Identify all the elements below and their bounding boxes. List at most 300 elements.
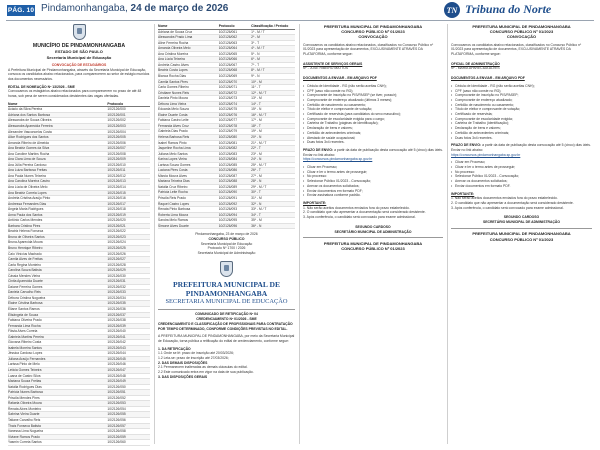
table-cell-name: Larissa Pinto de Melo	[8, 362, 107, 368]
table-cell-protocol: 10/2126/025	[107, 246, 150, 252]
col3-docs-list	[303, 84, 443, 145]
col4-header-concurso: CONCURSO PÚBLICO Nº 01/2023	[489, 29, 554, 35]
list-item: • No processo:	[303, 174, 443, 179]
table-cell-name: Letícia Gomes Teixeira	[8, 368, 107, 374]
table-cell-protocol: 10/2126/036	[107, 307, 150, 313]
table-cell-protocol: 10/2126/074	[219, 101, 251, 107]
col3-sign-name: SEGUNDO CARDOSO	[355, 224, 391, 229]
table-cell-protocol: 10/2126/041	[107, 334, 150, 340]
table-cell-protocol: 10/2126/093	[219, 207, 251, 213]
column-1	[8, 24, 150, 450]
col1-section-text: Convocamos os estagiários abaixo relacionados para comparecerem no prazo de até 48 horas, sob pena de serem considerados desistentes das vagas ofertadas.	[8, 89, 142, 99]
table-cell-protocol: 10/2126/057	[107, 423, 150, 429]
col3-prazo-label: PRAZO DE ENVIO:	[303, 147, 334, 152]
table-cell-protocol: 10/2126/064	[219, 46, 251, 52]
table-cell-name: Fernanda Lima Rocha	[8, 323, 107, 329]
table-cell-protocol: 10/2126/078	[219, 123, 251, 129]
table-cell-protocol: 10/2126/040	[107, 329, 150, 335]
table-cell-protocol: 10/2126/003	[107, 123, 150, 129]
col4-sign-name: SEGUNDO CARDOSO	[503, 215, 540, 220]
table-cell-protocol: 10/2126/006	[107, 140, 150, 146]
table-cell-name: Priscila Reis Prado	[158, 196, 219, 202]
col2-item-1: 1. DA RETIFICAÇÃO	[158, 346, 191, 351]
table-cell-name: Thaís Fonseca Batista	[8, 423, 107, 429]
table-cell-name: Aline Ferreira Rocha	[158, 40, 219, 46]
table-cell-protocol: 10/2126/088	[219, 179, 251, 185]
table-cell-name: Simone Alves Duarte	[158, 223, 219, 229]
table-cell-name: Juliana Araújo Fernandes	[8, 356, 107, 362]
table-row	[8, 440, 150, 446]
table-cell-class: 20º - N	[251, 134, 295, 140]
col4-steps-list	[451, 160, 592, 188]
table-cell-name: Carla Gomes Ribeiro	[158, 85, 219, 91]
list-item: • Atestado de saúde ocupacional;	[303, 136, 443, 141]
table-cell-class: 28º - N	[251, 179, 295, 185]
table-cell-protocol: 10/2126/094	[219, 212, 251, 218]
table-cell-protocol: 10/2126/042	[107, 340, 150, 346]
table-cell-name: Andréia Castro Alves	[158, 62, 219, 68]
list-item: 2. O candidato que não apresentar a documentação será considerado desistente.	[451, 201, 574, 205]
table-cell-protocol: 10/2126/007	[107, 146, 150, 152]
table-cell-name: Elaine Cristina Barbosa	[8, 301, 107, 307]
col4-link[interactable]: https://concursos.pindamonhangaba.sp.gov.br	[451, 152, 521, 157]
table-cell-protocol: 10/2126/047	[107, 368, 150, 374]
list-item: • Clicar e ler o termo antes de prosseguir;	[451, 165, 592, 170]
table-cell-name: Juliana Melo Santos	[158, 151, 219, 157]
table-cell-name: Ana Beatriz Gomes da Silva	[8, 146, 107, 152]
table-cell-protocol: 10/2126/027	[107, 257, 150, 263]
table-cell-name: Bruno Henrique Ribeiro	[8, 246, 107, 252]
column-divider	[154, 24, 155, 444]
list-item: • Carteira de Trabalho (páginas de identificação);	[303, 121, 443, 126]
list-item: 3. Após conferência, o candidato será convocado para exame admissional.	[451, 205, 564, 210]
table-cell-name: Eduarda Melo Souza	[158, 107, 219, 113]
table-cell-class: 35º - M	[251, 218, 295, 224]
col3-link[interactable]: https://concursos.pindamonhangaba.sp.gov.br	[303, 157, 373, 162]
col3-role-label: ASSISTENTE DE SERVIÇOS GERAIS	[303, 61, 363, 66]
table-cell-protocol: 10/2126/062	[219, 35, 251, 41]
table-cell-protocol: 10/2126/023	[107, 234, 150, 240]
list-item: • Comprovante de endereço atualizado;	[451, 98, 592, 103]
col1-header-municipio: MUNICÍPIO DE PINDAMONHANGABA	[32, 43, 126, 49]
table-cell-protocol: 10/2126/051	[107, 390, 150, 396]
table-cell-name: Débora Lima Vieira	[158, 101, 219, 107]
table-cell-name: Fabiana Oliveira Prado	[8, 318, 107, 324]
table-cell-name: Ana Carolina Moreira Castro	[8, 179, 107, 185]
col1-convocation-title: CONVOCAÇÃO DE ESTAGIÁRIOS	[51, 62, 107, 67]
table-cell-name: Flávia Alves Correia	[8, 329, 107, 335]
col1-intro: A Prefeitura Municipal de Pindamonhangaba, através da Secretaria Municipal de Educação, convoca os candidatos abaixo relacionados, para comparecerem ao setor de estágio munidos dos documentos necessários.	[8, 67, 150, 81]
table-cell-class: 32º - N	[251, 201, 295, 207]
table-cell-protocol: 10/2126/050	[107, 384, 150, 390]
col4-role-label: OFICIAL DE ADMINISTRAÇÃO	[451, 61, 500, 66]
table-cell-protocol: 10/2126/052	[107, 395, 150, 401]
table-cell-class: 19º - M	[251, 129, 295, 135]
col4-header-convocacao: CONVOCAÇÃO	[506, 34, 537, 40]
table-cell-protocol: 10/2126/069	[219, 73, 251, 79]
list-item: • No processo:	[451, 170, 592, 175]
column-divider	[299, 24, 300, 444]
column-divider	[447, 24, 448, 444]
table-cell-name: Carolina Souza Batista	[8, 268, 107, 274]
col2-big-subtitle: SECRETARIA MUNICIPAL DE EDUCAÇÃO	[165, 297, 288, 305]
table-cell-protocol: 10/2126/016	[107, 196, 150, 202]
table-cell-protocol: 10/2126/084	[219, 157, 251, 163]
table-cell-name: Caio Vinícius Machado	[8, 251, 107, 257]
table-cell-name: Mariana Teixeira Dias	[158, 179, 219, 185]
table-cell-protocol: 10/2126/015	[107, 190, 150, 196]
col1-table	[8, 102, 150, 446]
col3-footer-sub: CONCURSO PÚBLICO Nº 01/2023	[341, 246, 405, 252]
table-cell-class: 24º - N	[251, 157, 295, 163]
table-cell-name: Helena Barbosa Reis	[158, 134, 219, 140]
table-cell-name: Camila Alves de Freitas	[8, 257, 107, 263]
table-cell-protocol: 10/2126/070	[219, 79, 251, 85]
table-cell-name: Ana Clara Lima de Souza	[8, 157, 107, 163]
table-cell-protocol: 10/2126/082	[219, 146, 251, 152]
list-item: • CPF (caso não conste no RG);	[303, 89, 443, 94]
table-cell-name: Andréia Cristina Araújo Pinto	[8, 196, 107, 202]
col2-table-head-doc: Protocolo	[219, 24, 251, 29]
table-cell-protocol: 10/2126/031	[107, 279, 150, 285]
col4-footer-header: PREFEITURA MUNICIPAL DE PINDAMONHANGABA	[472, 231, 571, 237]
list-item: • Comprovante de endereço atualizado (últimos 3 meses);	[303, 98, 443, 103]
table-cell-name: Alexandre Vasconcelos Costa	[8, 129, 107, 135]
col4-sign-role: SECRETÁRIO MUNICIPAL DE ADMINISTRAÇÃO	[483, 220, 560, 225]
table-cell-protocol: 10/2126/011	[107, 168, 150, 174]
table-cell-class: 3º - T	[251, 40, 295, 46]
table-cell-protocol: 10/2126/018	[107, 207, 150, 213]
table-cell-protocol: 10/2126/055	[107, 412, 150, 418]
table-cell-protocol: 10/2126/021	[107, 223, 150, 229]
table-cell-name: Natália Cruz Ribeiro	[158, 184, 219, 190]
table-cell-protocol: 10/2126/080	[219, 134, 251, 140]
col2-table	[158, 24, 295, 229]
masthead-divider	[6, 20, 594, 21]
table-cell-class: 7º - T	[251, 62, 295, 68]
table-cell-protocol: 10/2126/009	[107, 157, 150, 163]
list-item: • Anexar os documentos solicitados;	[451, 179, 592, 184]
table-cell-class: 33º - M / T	[251, 207, 295, 213]
list-item: • Selecionar Público 01/2023 - Convocação;	[451, 174, 592, 179]
table-cell-class: 5º - N	[251, 51, 295, 57]
list-item: • Cédula de Identidade - RG (não serão aceitas CNH);	[303, 84, 443, 89]
table-cell-name: Débora Cristina Nogueira	[8, 295, 107, 301]
table-cell-protocol: 10/2126/000	[107, 107, 150, 113]
table-cell-class: 26º - T	[251, 168, 295, 174]
col2-signature-name: CONCURSO PÚBLICO	[208, 236, 245, 241]
table-cell-name: Elisângela de Souza	[8, 312, 107, 318]
table-cell-name: Ana Beatriz Correia Lopes	[8, 190, 107, 196]
col3-header-prefeitura: PREFEITURA MUNICIPAL DE PINDAMONHANGABA	[323, 24, 423, 29]
list-item: • Enviar documentos em formato PDF;	[303, 189, 443, 194]
table-cell-protocol: 10/2126/077	[219, 118, 251, 124]
col2-item-2a: 2.1 Permanecem inalteradas as demais cláusulas do edital.	[158, 365, 248, 370]
table-cell-name: Gabriela Dias Prado	[158, 129, 219, 135]
col1-section-title: EDITAL DE NOMEAÇÃO Nº 13/2026 - SME	[8, 84, 75, 89]
masthead-city: Pindamonhangaba,	[41, 3, 128, 14]
table-cell-name: Bruna Aparecida Moura	[8, 240, 107, 246]
list-item: • Certificado de reservista (para candidatos do sexo masculino);	[303, 112, 443, 117]
table-cell-protocol: 10/2126/024	[107, 240, 150, 246]
column-2	[158, 24, 295, 450]
table-cell-protocol: 10/2126/004	[107, 129, 150, 135]
table-cell-name: Anna Paula dos Santos	[8, 212, 107, 218]
table-cell-name: Alessandra Prado Lima	[158, 35, 219, 41]
table-cell-protocol: 10/2126/037	[107, 312, 150, 318]
list-item: • Comprovante de escolaridade exigida para o cargo;	[303, 117, 443, 122]
table-cell-protocol: 10/2126/043	[107, 345, 150, 351]
col4-prazo-text: a partir da data de publicação desta convocação até 5 (cinco) dias úteis.	[482, 143, 591, 148]
table-cell-class: 15º - N	[251, 107, 295, 113]
table-cell-name: Fernanda Alves Cruz	[158, 123, 219, 129]
masthead-title	[41, 3, 228, 14]
column-4	[451, 24, 592, 450]
table-cell-name: Alessandra Aparecida Ferreira	[8, 123, 107, 129]
col4-docs-title: DOCUMENTOS A ENVIAR - EM ARQUIVO PDF	[451, 76, 525, 81]
col2-table-head-name: Nome	[158, 24, 219, 29]
table-cell-name: Beatriz Helena Fonseca	[8, 229, 107, 235]
col3-steps-list	[303, 165, 443, 198]
table-cell-class: 8º - M / T	[251, 68, 295, 74]
table-cell-name: Eliane Santos Ramos	[8, 307, 107, 313]
table-cell-protocol: 10/2126/095	[219, 218, 251, 224]
table-cell-name: Cássia Mendes Vieira	[8, 273, 107, 279]
table-cell-name: Renata Alves Monteiro	[8, 406, 107, 412]
table-cell-protocol: 10/2126/063	[219, 40, 251, 46]
table-cell-class: 2º - M	[251, 35, 295, 41]
list-item: • Declaração de bens e valores;	[303, 126, 443, 131]
col2-item-2b: 2.2 Este comunicado entra em vigor na data de sua publicação.	[158, 370, 254, 375]
col2-item-1b: 1.2 Leia-se: prazo de inscrição até 27/03/2026;	[158, 356, 229, 361]
table-cell-name: Raquel Castro Lopes	[158, 201, 219, 207]
list-item: • Comprovante de escolaridade exigida;	[451, 117, 592, 122]
table-cell-protocol: 10/2126/046	[107, 362, 150, 368]
table-cell-class: 1º - M / T	[251, 29, 295, 35]
col4-header-prefeitura: PREFEITURA MUNICIPAL DE PINDAMONHANGABA	[472, 24, 571, 29]
table-cell-protocol: 10/2126/030	[107, 273, 150, 279]
table-cell-protocol: 10/2126/085	[219, 162, 251, 168]
newspaper-logo	[444, 2, 594, 19]
table-cell-protocol: 10/2126/045	[107, 356, 150, 362]
list-item: • Comprovante de inscrição no PIS/PASEP (se tiver, possuir);	[303, 93, 443, 98]
table-cell-name: Karina Lopes Vieira	[158, 157, 219, 163]
list-item: 1. Não serão aceitos documentos enviados fora do prazo estabelecido.	[303, 205, 410, 210]
list-item: • Enviar assinatura conforme padrão.	[303, 193, 443, 198]
table-cell-name: Sabrina Vieira Duarte	[8, 412, 107, 418]
table-cell-class: 23º - M	[251, 151, 295, 157]
list-item: • Comprovante de inscrição no PIS/PASEP;	[451, 93, 592, 98]
table-cell-protocol: 10/2126/072	[219, 90, 251, 96]
table-cell-protocol: 10/2126/091	[219, 196, 251, 202]
table-cell-name: Antônio Carlos Mendes	[8, 218, 107, 224]
table-cell-class: 34º - T	[251, 212, 295, 218]
list-item: • Título de eleitor e comprovante de votação;	[451, 107, 592, 112]
table-cell-name: Luana de Castro Silva	[8, 373, 107, 379]
table-cell-name: Giovana Ribeiro Costa	[8, 340, 107, 346]
table-cell-protocol: 10/2126/092	[219, 201, 251, 207]
col1-table-head-doc: Protocolo	[107, 102, 150, 107]
table-cell-name: Adriana dos Santos Barbosa	[8, 112, 107, 118]
list-item: • Certidão de nascimento ou casamento;	[303, 103, 443, 108]
col2-body-1: A PREFEITURA MUNICIPAL DE PINDAMONHANGABA, por meio da Secretaria Municipal de Educação, torna pública a retificação do edital de credenciamento, conforme segue:	[158, 334, 295, 343]
table-cell-protocol: 10/2126/048	[107, 373, 150, 379]
col3-link-label: Enviar no link abaixo:	[303, 152, 336, 157]
table-cell-protocol: 10/2126/061	[219, 29, 251, 35]
col2-notice-2: Secretaria Municipal de Administração	[197, 251, 256, 256]
table-cell-class: 13º - M	[251, 96, 295, 102]
table-cell-protocol: 10/2126/089	[219, 184, 251, 190]
table-cell-name: Daniela Pinto Moura	[158, 96, 219, 102]
table-cell-protocol: 10/2126/038	[107, 318, 150, 324]
col4-role-value: Nº - MARIA APARECIDA ALVES	[451, 66, 500, 71]
table-cell-class: 29º - M / T	[251, 184, 295, 190]
list-item: • Clicar em Processo;	[451, 160, 592, 165]
col3-importante-label: IMPORTANTE:	[303, 201, 327, 205]
table-cell-protocol: 10/2126/020	[107, 218, 150, 224]
table-cell-name: Isabel Ramos Pinto	[158, 140, 219, 146]
table-cell-class: 12º - M / T	[251, 90, 295, 96]
table-cell-name: Vanessa Lima Nogueira	[8, 429, 107, 435]
list-item: • Clicar e ler o termo antes de prosseguir;	[303, 170, 443, 175]
table-cell-name: Patrícia Nunes Barbosa	[8, 390, 107, 396]
table-cell-class: 10º - M	[251, 79, 295, 85]
table-cell-protocol: 10/2126/001	[107, 112, 150, 118]
table-cell-name: Daiane Ferreira Gomes	[8, 284, 107, 290]
col2-notice-1: Protocolo Nº 1700 / 2026	[207, 246, 246, 251]
table-cell-name: Roberta Lima Moura	[158, 212, 219, 218]
logo-name: Tribuna do Norte	[465, 2, 552, 16]
table-cell-class: 18º - T	[251, 123, 295, 129]
list-item: • Cédula de Identidade - RG (não serão aceitas CNH);	[451, 84, 592, 89]
table-cell-name: Bianca Rocha Dias	[158, 73, 219, 79]
table-cell-name: Márcia Moura Alves	[158, 173, 219, 179]
table-cell-protocol: 10/2126/086	[219, 168, 251, 174]
table-cell-name: Alessandra de Souza Oliveira	[8, 118, 107, 124]
table-cell-protocol: 10/2126/071	[219, 85, 251, 91]
list-item: • Clicar em Processo;	[303, 165, 443, 170]
table-cell-name: Ana Júlia Pereira Cardoso	[8, 162, 107, 168]
table-cell-name: Acácio da Silva Pereira	[8, 107, 107, 113]
table-cell-name: Renata Pinto Barbosa	[158, 207, 219, 213]
table-cell-name: Ana Luiza Barbosa Freitas	[8, 168, 107, 174]
table-cell-name: Jaqueline Rocha Lima	[158, 146, 219, 152]
masthead	[0, 0, 600, 20]
table-cell-protocol: 10/2126/033	[107, 290, 150, 296]
table-cell-class: 30º - T	[251, 190, 295, 196]
list-item: 3. Após conferência, o candidato será convocado para exame admissional.	[303, 215, 416, 220]
table-cell-name: Amanda Oliveira Melo	[158, 46, 219, 52]
table-cell-name: Elaine Duarte Costa	[158, 112, 219, 118]
col3-header-concurso: CONCURSO PÚBLICO Nº 01/2023	[341, 29, 405, 35]
col1-table-head-name: Nome	[8, 102, 107, 107]
table-cell-name: Bruna de Oliveira Santos	[8, 234, 107, 240]
table-cell-class: 9º - N	[251, 73, 295, 79]
table-cell-protocol: 10/2126/013	[107, 179, 150, 185]
table-cell-name: Andressa Fernandes Dias	[8, 201, 107, 207]
table-cell-protocol: 10/2126/056	[107, 417, 150, 423]
list-item: • Certidão de antecedentes criminais;	[451, 131, 592, 136]
table-cell-protocol: 10/2126/079	[219, 129, 251, 135]
table-cell-name: Ângela Maria Rodrigues	[8, 207, 107, 213]
col4-intro: Convocamos os candidatos abaixo relacionados, classificados no Concurso Público nº 01/2023 para apresentação de documentos, EXCLUSIVAMENTE ATRAVÉS DA PLATAFORMA, conforme segue:	[451, 42, 582, 57]
col3-footer-header: PREFEITURA MUNICIPAL DE PINDAMONHANGABA	[323, 240, 423, 246]
table-cell-class: 27º - M	[251, 173, 295, 179]
table-cell-protocol: 10/2126/087	[219, 173, 251, 179]
table-cell-protocol: 10/2126/075	[219, 107, 251, 113]
logo-mark-icon: TN	[444, 2, 460, 18]
table-cell-name: Natália Rodrigues Dias	[8, 384, 107, 390]
col4-footer-sub: CONCURSO PÚBLICO Nº 01/2023	[489, 236, 554, 242]
table-cell-protocol: 10/2126/073	[219, 96, 251, 102]
table-cell-name: Ana Lúcia Teixeira	[158, 57, 219, 63]
list-item: • CPF (caso não conste no RG);	[451, 89, 592, 94]
table-cell-name: Yasmin Correia Santos	[8, 440, 107, 446]
table-cell-name: Tatiane Carvalho Reis	[8, 417, 107, 423]
table-cell-class: 6º - M	[251, 57, 295, 63]
table-cell-protocol: 10/2126/096	[219, 223, 251, 229]
table-cell-name: Ana Lúcia de Oliveira Melo	[8, 184, 107, 190]
table-cell-protocol: 10/2126/008	[107, 151, 150, 157]
col4-importante-list	[451, 196, 592, 210]
table-cell-name: Mariana Souza Freitas	[8, 379, 107, 385]
table-cell-name: Ana Cristina Moreira	[158, 51, 219, 57]
col3-header-convocacao: CONVOCAÇÃO	[358, 34, 388, 40]
list-item: • Enviar documentos em formato PDF.	[451, 184, 592, 189]
table-cell-protocol: 10/2126/058	[107, 429, 150, 435]
municipal-crest-icon	[73, 24, 86, 40]
col2-signature-place: Pindamonhangaba, 23 de março de 2026	[195, 232, 258, 237]
col4-link-label: Enviar no link abaixo:	[451, 147, 484, 152]
table-cell-class: 4º - M / T	[251, 46, 295, 52]
table-cell-protocol: 10/2126/022	[107, 229, 150, 235]
table-cell-name: Ana Caroline Martins Rocha	[8, 151, 107, 157]
table-cell-class: 16º - M / T	[251, 112, 295, 118]
table-cell-class: 14º - T	[251, 101, 295, 107]
table-cell-protocol: 10/2126/083	[219, 151, 251, 157]
list-item: 2. O candidato que não apresentar a documentação será considerado desistente.	[303, 210, 426, 215]
table-cell-protocol: 10/2126/065	[219, 51, 251, 57]
table-cell-protocol: 10/2126/081	[219, 140, 251, 146]
table-cell-protocol: 10/2126/049	[107, 379, 150, 385]
table-cell-class: 11º - T	[251, 85, 295, 91]
col2-comunicado-text: CREDENCIAMENTO E CLASSIFICAÇÃO DE PROFISSIONAIS PARA CONTRATAÇÃO POR TEMPO DETERMINADO, CONFORME CONDIÇÕES PREVISTAS NO EDITAL.	[158, 321, 293, 331]
col3-role-value: Nº - JOSÉ RIBEIRO MATTOS	[303, 66, 349, 71]
list-item: • Certificado de reservista;	[451, 112, 592, 117]
col2-item-1a: 1.1 Onde se lê: prazo de inscrição até 20/03/2026;	[158, 351, 234, 356]
table-cell-name: Patrícia Leite Rocha	[158, 190, 219, 196]
col3-intro: Convocamos os candidatos abaixo relacionados, classificados no Concurso Público nº 01/2023 para apresentação de documentos, EXCLUSIVAMENTE ATRAVÉS DA PLATAFORMA, conforme segue:	[303, 42, 434, 57]
table-row	[158, 223, 295, 229]
table-cell-name: Camila Santos Pires	[158, 79, 219, 85]
col1-header-secretaria: Secretaria Municipal de Educação	[46, 54, 112, 60]
table-cell-name: Fabiana Castro Leite	[158, 118, 219, 124]
table-cell-class: 25º - M / T	[251, 162, 295, 168]
table-cell-name: Amanda Ribeiro de Almeida	[8, 140, 107, 146]
table-cell-name: Beatriz Costa Lopes	[158, 68, 219, 74]
table-cell-protocol: 10/2126/060	[107, 440, 150, 446]
table-cell-name: Daniela Carvalho Reis	[8, 290, 107, 296]
table-cell-name: Cintia Aparecida Duarte	[8, 279, 107, 285]
table-cell-name: Carla Regina Monteiro	[8, 262, 107, 268]
table-cell-protocol: 10/2126/059	[107, 434, 150, 440]
table-cell-name: Barbara Cristina Pires	[8, 223, 107, 229]
col2-big-title: PREFEITURA MUNICIPAL DE PINDAMONHANGABA	[172, 279, 281, 298]
table-cell-protocol: 10/2126/090	[219, 190, 251, 196]
table-cell-name: Isabela Moreira Santos	[8, 345, 107, 351]
col2-comunicado: COMUNICADO DE RETIFICAÇÃO Nº 04	[195, 312, 258, 317]
table-cell-protocol: 10/2126/005	[107, 135, 150, 141]
